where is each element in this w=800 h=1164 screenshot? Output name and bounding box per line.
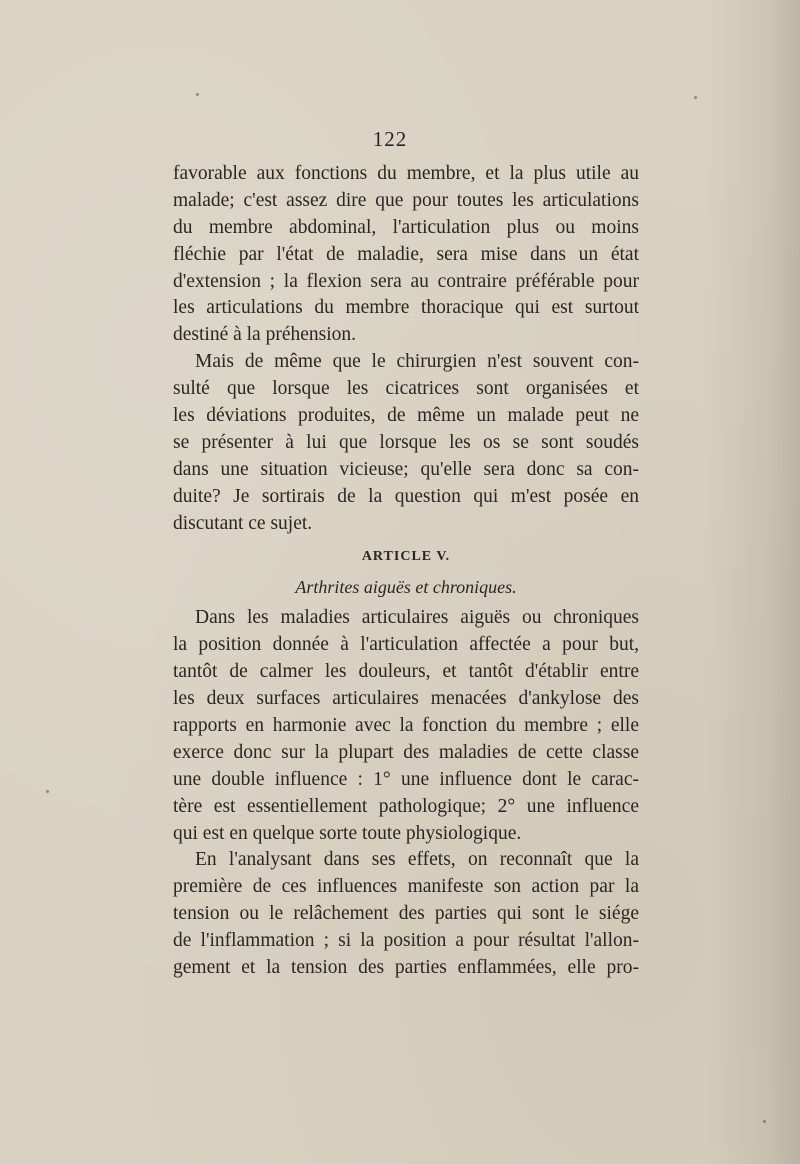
- text-line: du membre abdominal, l'articulation plus ou moins: [173, 216, 639, 238]
- text-line: gement et la tension des parties enflammées, elle pro-: [173, 957, 639, 979]
- paragraph-3: [173, 605, 639, 847]
- text-line: En l'analysant dans ses effets, on reconnaît que la: [195, 849, 639, 871]
- paragraph-1: [173, 161, 639, 349]
- text-line: tension ou le relâchement des parties qui sont le siége: [173, 903, 639, 925]
- text-line: tère est essentiellement pathologique; 2° une influence: [173, 795, 639, 817]
- paper-speck: [694, 96, 697, 99]
- text-line: rapports en harmonie avec la fonction du membre ; elle: [173, 715, 639, 737]
- paper-speck: [763, 1120, 766, 1123]
- text-line: les deux surfaces articulaires menacées d'ankylose des: [173, 688, 639, 710]
- text-line: d'extension ; la flexion sera au contraire préférable pour: [173, 270, 639, 292]
- body-text: [173, 161, 639, 982]
- text-line: exerce donc sur la plupart des maladies de cette classe: [173, 741, 639, 763]
- text-line: fléchie par l'état de maladie, sera mise dans un état: [173, 243, 639, 265]
- paper-speck: [46, 790, 49, 793]
- text-line: se présenter à lui que lorsque les os se sont soudés: [173, 431, 639, 453]
- text-line: malade; c'est assez dire que pour toutes les articulations: [173, 189, 639, 211]
- text-line: favorable aux fonctions du membre, et la plus utile au: [173, 163, 639, 184]
- text-line: Mais de même que le chirurgien n'est souvent con-: [195, 351, 639, 373]
- paragraph-2: [173, 349, 639, 537]
- text-line: dans une situation vicieuse; qu'elle sera donc sa con-: [173, 458, 639, 480]
- paper-speck: [196, 93, 199, 96]
- text-line: première de ces influences manifeste son action par la: [173, 876, 639, 898]
- page-number: 122: [372, 127, 408, 151]
- text-line: duite? Je sortirais de la question qui m'est posée en: [173, 485, 639, 507]
- text-line: sulté que lorsque les cicatrices sont organisées et: [173, 378, 639, 400]
- text-line: qui est en quelque sorte toute physiologique.: [173, 822, 522, 844]
- text-line: la position donnée à l'articulation affectée a pour but,: [173, 634, 639, 656]
- article-heading: ARTICLE V.: [361, 549, 451, 565]
- paragraph-4: [173, 847, 639, 981]
- text-line: les déviations produites, de même un malade peut ne: [173, 405, 639, 427]
- text-line: discutant ce sujet.: [173, 512, 313, 534]
- text-line: Dans les maladies articulaires aiguës ou chroniques: [195, 607, 639, 629]
- text-line: destiné à la préhension.: [173, 324, 357, 346]
- text-line: une double influence : 1° une influence dont le carac-: [173, 768, 639, 790]
- text-line: les articulations du membre thoracique qui est surtout: [173, 297, 639, 319]
- text-line: tantôt de calmer les douleurs, et tantôt d'établir entre: [173, 661, 639, 683]
- article-subheading: Arthrites aiguës et chroniques.: [295, 577, 517, 598]
- text-line: de l'inflammation ; si la position a pour résultat l'allon-: [173, 930, 639, 952]
